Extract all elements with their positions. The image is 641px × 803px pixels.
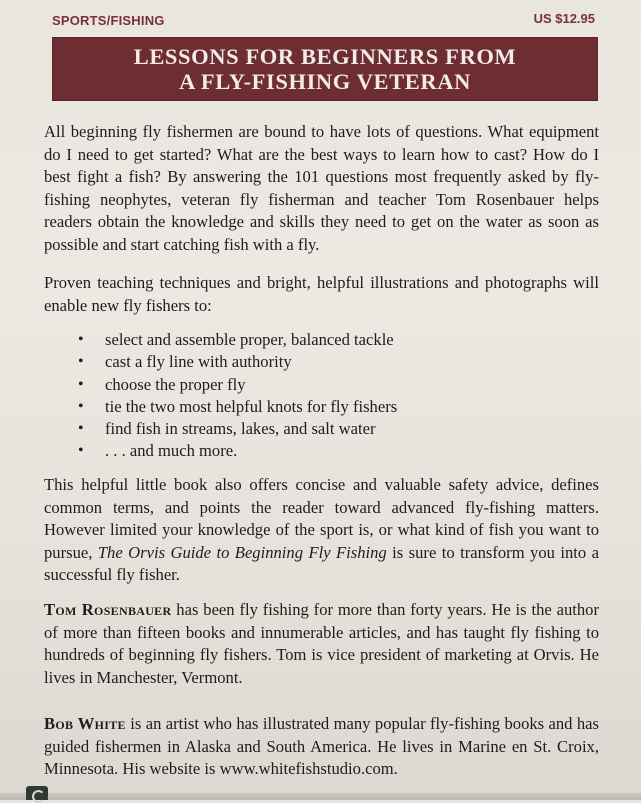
- list-item: [78, 351, 578, 373]
- artist-name: Bob White: [44, 714, 126, 733]
- author-name: Tom Rosenbauer: [44, 600, 172, 619]
- bullet-icon: •: [78, 353, 84, 371]
- closing-paragraph: [44, 474, 599, 587]
- banner-title: [65, 44, 585, 94]
- list-item-text: select and assemble proper, balanced tackle: [105, 330, 394, 349]
- book-title: The Orvis Guide to Beginning Fly Fishing: [97, 542, 387, 562]
- artist-bio: [44, 713, 599, 781]
- publisher-logo-icon: [26, 786, 48, 800]
- list-item: [78, 396, 578, 418]
- list-item-text: find fish in streams, lakes, and salt water: [105, 419, 376, 439]
- closing-text-start: This helpful little book also offers concise and valuable safety advice, defines common terms, and points the reader toward advanced fly-fishing matters. However limited your knowledge of the sport is, or what kind of fish you want to pursue,: [44, 475, 599, 562]
- intro-paragraph: All beginning fly fishermen are bound to have lots of questions. What equipment do I need to get started? What are the best ways to learn how to cast? How do I best fight a fish? By answering the 101 questions most frequently asked by fly-fishing neophytes, veteran fly fisherman and teacher Tom Rosenbauer helps readers obtain the knowledge and skills they need to get on the water as soon as possible and start catching fish with a fly.: [44, 122, 599, 254]
- banner-title-line-1: LESSONS FOR BEGINNERS FROM: [133, 44, 517, 69]
- list-item-text: . . . and much more.: [105, 441, 238, 461]
- bullet-icon: •: [78, 397, 84, 415]
- artist-bio-text: is an artist who has illustrated many popular fly-fishing books and has guided fishermen in Alaska and South America. He lives in Marine en St. Croix, Minnesota. His website is www.whitefishstudio.com.: [44, 714, 600, 778]
- bullet-icon: •: [78, 375, 84, 393]
- title-banner: [52, 37, 598, 101]
- list-item-text: cast a fly line with authority: [105, 352, 292, 372]
- banner-title-line-2: A FLY-FISHING VETERAN: [179, 69, 471, 94]
- bullet-icon: •: [78, 420, 84, 438]
- list-item-text: choose the proper fly: [105, 374, 246, 394]
- closing-text-end: is sure to transform you into a successful fly fisher.: [44, 542, 599, 584]
- bullet-icon: •: [78, 442, 84, 460]
- list-item-text: tie the two most helpful knots for fly fishers: [105, 396, 398, 416]
- bullet-icon: •: [78, 331, 84, 348]
- author-bio: [44, 599, 599, 689]
- list-item: [78, 418, 578, 440]
- price-label: US $12.95: [533, 11, 595, 26]
- list-item: [78, 329, 578, 351]
- tips-list: [78, 329, 578, 463]
- category-label: SPORTS/FISHING: [52, 13, 165, 28]
- bottom-edge: [0, 793, 641, 800]
- list-item: [78, 440, 578, 462]
- author-bio-text: has been fly fishing for more than forty years. He is the author of more than fifteen books and innumerable articles, and has taught fly fishing to hundreds of beginning fly fishers. Tom is vice president of marketing at Orvis. He lives in Manchester, Vermont.: [44, 600, 599, 687]
- list-item: [78, 374, 578, 396]
- lead-paragraph: Proven teaching techniques and bright, helpful illustrations and photographs will enable new fly fishers to:: [44, 273, 599, 315]
